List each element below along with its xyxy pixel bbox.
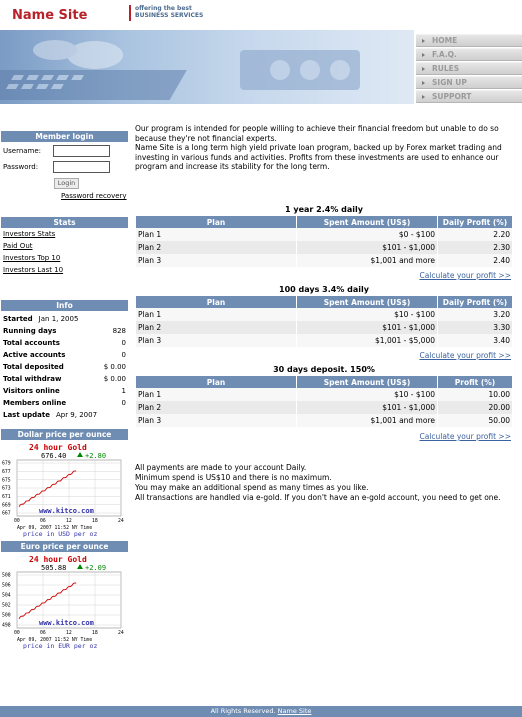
- profit: 3.30: [438, 321, 512, 334]
- calculate-profit-link-1[interactable]: Calculate your profit >>: [419, 271, 511, 280]
- info-row-members-online: [1, 397, 128, 409]
- chart-xtick-label: 12: [66, 519, 72, 524]
- info-value: $ 0.00: [103, 363, 126, 371]
- chart-ytick-label: 500: [2, 613, 11, 619]
- info-label: Visitors online: [3, 387, 60, 395]
- chart-xtick-label: 18: [92, 631, 98, 636]
- table-header-row: [136, 216, 512, 228]
- info-row-total-deposited: [1, 361, 128, 373]
- gold-chart-title: 24 hour Gold: [29, 555, 87, 564]
- gold-usd-title: Dollar price per ounce: [1, 429, 128, 440]
- spent-amount: $0 - $100: [297, 228, 437, 241]
- chart-ytick-label: 508: [2, 573, 11, 579]
- chart-ytick-label: 504: [2, 593, 11, 599]
- col-spent-amount: Spent Amount (US$): [297, 216, 437, 228]
- spent-amount: $1,001 and more: [297, 254, 437, 267]
- nav-rules[interactable]: [416, 62, 522, 75]
- gold-usd-panel: [1, 429, 128, 537]
- kitco-watermark: www.kitco.com: [39, 507, 94, 515]
- info-value: 1: [121, 387, 126, 395]
- price-up-icon: [77, 564, 83, 569]
- chart-xtick-label: 06: [40, 519, 46, 524]
- table-header-row: [136, 296, 512, 308]
- info-row-active-accounts: [1, 349, 128, 361]
- tagline-line2: BUSINESS SERVICES: [135, 12, 204, 19]
- spent-amount: $101 - $1,000: [297, 241, 437, 254]
- info-value: 0: [121, 339, 126, 347]
- table-row: [136, 401, 512, 414]
- profit: 2.30: [438, 241, 512, 254]
- spent-amount: $101 - $1,000: [297, 321, 437, 334]
- info-label: Started: [3, 315, 33, 323]
- plan-title-30-days: 30 days deposit. 150%: [273, 365, 375, 374]
- table-row: [136, 321, 512, 334]
- chart-xtick-label: 18: [92, 519, 98, 524]
- info-label: Members online: [3, 399, 67, 407]
- spent-amount: $1,001 - $5,000: [297, 334, 437, 347]
- info-value: $ 0.00: [103, 375, 126, 383]
- note-line: All payments are made to your account Daily.: [135, 463, 307, 472]
- nav-label: SIGN UP: [432, 78, 467, 87]
- nav-faq[interactable]: [416, 48, 522, 61]
- footer-site-link[interactable]: Name Site: [277, 707, 312, 715]
- gold-usd-chart-graphic: [1, 441, 128, 537]
- plan-name: Plan 3: [136, 254, 296, 267]
- table-row: [136, 414, 512, 427]
- footer-text: All Rights Reserved.: [210, 707, 276, 715]
- chart-ytick-label: 675: [2, 478, 11, 484]
- password-recovery-link[interactable]: Password recovery: [61, 192, 127, 200]
- spent-amount: $10 - $100: [297, 308, 437, 321]
- tagline-line1: offering the best: [135, 5, 192, 12]
- chart-xtick-label: 00: [14, 519, 20, 524]
- gold-chart-date: Apr 09, 2007 11:52 NY Time: [17, 638, 93, 643]
- note-line: All transactions are handled via e-gold. If you don't have an e-gold account, you need to get one.: [135, 493, 501, 502]
- col-spent-amount: Spent Amount (US$): [297, 376, 437, 388]
- chart-ytick-label: 673: [2, 486, 11, 492]
- profit: 10.00: [438, 388, 512, 401]
- profit: 3.40: [438, 334, 512, 347]
- profit: 2.20: [438, 228, 512, 241]
- site-logo-text[interactable]: Name Site: [12, 8, 88, 23]
- info-row-running-days: [1, 325, 128, 337]
- stats-link-investors-last-10[interactable]: Investors Last 10: [3, 266, 64, 274]
- info-value: Jan 1, 2005: [38, 315, 79, 323]
- login-button[interactable]: Login: [54, 178, 79, 189]
- stats-panel: [1, 217, 128, 276]
- chart-ytick-label: 679: [2, 461, 11, 467]
- plan-title-100-days: 100 days 3.4% daily: [279, 285, 369, 294]
- nav-arrow-icon: [422, 53, 425, 57]
- spent-amount: $10 - $100: [297, 388, 437, 401]
- nav-label: RULES: [432, 64, 460, 73]
- info-row-last-update: [1, 409, 128, 421]
- chart-ytick-label: 667: [2, 511, 11, 517]
- info-label: Active accounts: [3, 351, 66, 359]
- gold-change: +2.09: [85, 564, 107, 572]
- info-value: 0: [121, 399, 126, 407]
- chart-xtick-label: 12: [66, 631, 72, 636]
- gold-chart-date: Apr 09, 2007 11:52 NY Time: [17, 526, 93, 531]
- stats-link-investors-top-10[interactable]: Investors Top 10: [3, 254, 61, 262]
- intro-paragraph-1: Our program is intended for people willing to achieve their financial freedom but unable to do so because they're not financial experts.: [135, 124, 499, 143]
- plan-name: Plan 2: [136, 321, 296, 334]
- nav-sign-up[interactable]: [416, 76, 522, 89]
- gold-eur-panel: [1, 541, 128, 649]
- nav-arrow-icon: [422, 95, 425, 99]
- nav-arrow-icon: [422, 67, 425, 71]
- gold-usd-chart[interactable]: [1, 441, 128, 537]
- chart-ytick-label: 498: [2, 623, 11, 629]
- password-input[interactable]: [53, 161, 110, 173]
- nav-label: SUPPORT: [432, 92, 472, 101]
- stats-title: Stats: [1, 217, 128, 228]
- plan-name: Plan 1: [136, 308, 296, 321]
- header: [0, 0, 522, 30]
- tagline-divider: [129, 5, 131, 21]
- chart-ytick-label: 502: [2, 603, 11, 609]
- table-header-row: [136, 376, 512, 388]
- plan-table-1-year: [135, 216, 513, 267]
- chart-ytick-label: 669: [2, 503, 11, 509]
- plan-table-100-days: [135, 296, 513, 347]
- col-plan: Plan: [136, 296, 296, 308]
- stats-link-paid-out[interactable]: Paid Out: [3, 242, 33, 250]
- plan-table-30-days: [135, 376, 513, 427]
- calculate-profit-link-3[interactable]: Calculate your profit >>: [419, 432, 511, 441]
- member-login-title: Member login: [1, 131, 128, 142]
- plan-name: Plan 2: [136, 241, 296, 254]
- header-banner-image: [0, 30, 414, 104]
- nav-arrow-icon: [422, 39, 425, 43]
- info-value: 0: [121, 351, 126, 359]
- nav-home[interactable]: [416, 34, 522, 47]
- info-title: Info: [1, 300, 128, 311]
- col-plan: Plan: [136, 216, 296, 228]
- gold-chart-caption: price in EUR per oz: [23, 642, 98, 649]
- kitco-watermark: www.kitco.com: [39, 619, 94, 627]
- password-label: Password:: [3, 163, 39, 171]
- gold-chart-caption: price in USD per oz: [23, 530, 98, 537]
- plan-name: Plan 3: [136, 414, 296, 427]
- info-row-started: [1, 313, 128, 325]
- info-row-visitors-online: [1, 385, 128, 397]
- table-row: [136, 308, 512, 321]
- intro-text: [135, 124, 515, 172]
- gold-change: +2.80: [85, 452, 107, 460]
- info-label: Total accounts: [3, 339, 60, 347]
- info-row-total-withdraw: [1, 373, 128, 385]
- gold-price: 676.40: [41, 452, 67, 460]
- gold-eur-title: Euro price per ounce: [1, 541, 128, 552]
- plan-name: Plan 3: [136, 334, 296, 347]
- info-label: Total withdraw: [3, 375, 62, 383]
- username-label: Username:: [3, 147, 42, 155]
- stats-link-investors-stats[interactable]: Investors Stats: [3, 230, 56, 238]
- nav-label: F.A.Q.: [432, 50, 457, 59]
- username-input[interactable]: [53, 145, 110, 157]
- plan-name: Plan 2: [136, 401, 296, 414]
- banner-illustration: [0, 30, 414, 104]
- col-daily-profit: Daily Profit (%): [438, 296, 512, 308]
- col-spent-amount: Spent Amount (US$): [297, 296, 437, 308]
- spent-amount: $1,001 and more: [297, 414, 437, 427]
- tagline: [135, 5, 203, 19]
- price-up-icon: [77, 452, 83, 457]
- col-plan: Plan: [136, 376, 296, 388]
- col-profit: Profit (%): [438, 376, 512, 388]
- plan-name: Plan 1: [136, 228, 296, 241]
- plan-title-1-year: 1 year 2.4% daily: [285, 205, 363, 214]
- profit: 3.20: [438, 308, 512, 321]
- chart-xtick-label: 00: [14, 631, 20, 636]
- chart-xtick-label: 24: [118, 519, 124, 524]
- info-label: Total deposited: [3, 363, 64, 371]
- intro-paragraph-2: Name Site is a long term high yield private loan program, backed up by Forex market trading and investing in various funds and activities. Profits from these investments are used to enhance our program and increase its stability for the long term.: [135, 143, 502, 171]
- gold-eur-chart[interactable]: [1, 553, 128, 649]
- plan-name: Plan 1: [136, 388, 296, 401]
- payment-notes: [135, 463, 520, 503]
- chart-xtick-label: 24: [118, 631, 124, 636]
- table-row: [136, 254, 512, 267]
- col-daily-profit: Daily Profit (%): [438, 216, 512, 228]
- info-label: Last update: [3, 411, 50, 419]
- table-row: [136, 388, 512, 401]
- chart-xtick-label: 06: [40, 631, 46, 636]
- note-line: You may make an additional spend as many times as you like.: [135, 483, 369, 492]
- table-row: [136, 228, 512, 241]
- calculate-profit-link-2[interactable]: Calculate your profit >>: [419, 351, 511, 360]
- chart-ytick-label: 506: [2, 583, 11, 589]
- table-row: [136, 241, 512, 254]
- note-line: Minimum spend is US$10 and there is no maximum.: [135, 473, 332, 482]
- nav-support[interactable]: [416, 90, 522, 103]
- spent-amount: $101 - $1,000: [297, 401, 437, 414]
- chart-ytick-label: 677: [2, 469, 11, 475]
- member-login-panel: [1, 131, 128, 201]
- nav-label: HOME: [432, 36, 458, 45]
- gold-chart-title: 24 hour Gold: [29, 443, 87, 452]
- nav-arrow-icon: [422, 81, 425, 85]
- footer: [0, 706, 522, 717]
- gold-eur-chart-graphic: [1, 553, 128, 649]
- top-navigation: [416, 34, 522, 104]
- table-row: [136, 334, 512, 347]
- profit: 50.00: [438, 414, 512, 427]
- info-value: Apr 9, 2007: [55, 411, 98, 419]
- info-row-total-accounts: [1, 337, 128, 349]
- info-panel: [1, 300, 128, 421]
- info-label: Running days: [3, 327, 57, 335]
- profit: 2.40: [438, 254, 512, 267]
- info-value: 828: [112, 327, 126, 335]
- chart-ytick-label: 671: [2, 494, 11, 500]
- gold-price: 505.88: [41, 564, 67, 572]
- profit: 20.00: [438, 401, 512, 414]
